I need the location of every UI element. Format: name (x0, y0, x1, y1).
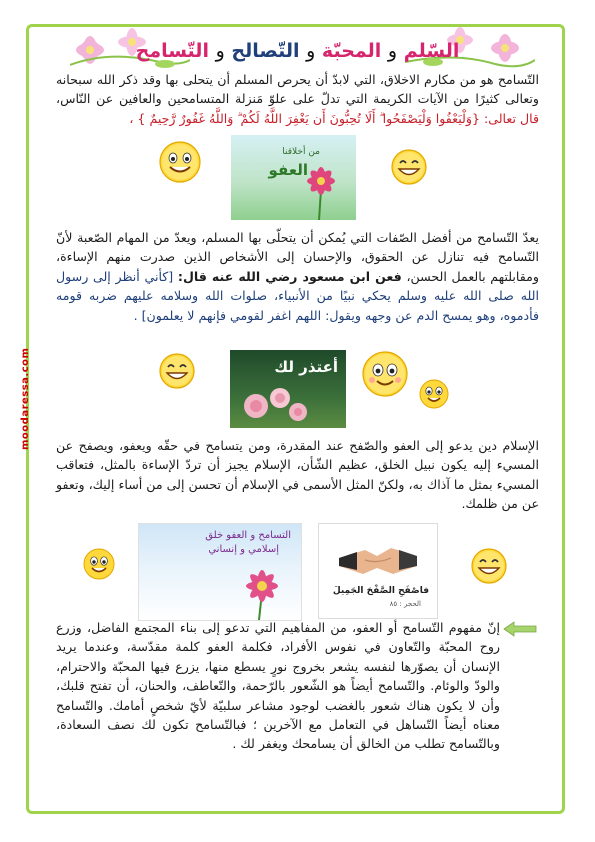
smiley-icon-left-2 (158, 352, 196, 390)
verse-caption: فاصْفَحِ الصَّفْحَ الجَمِيلَ (332, 586, 429, 596)
apology-roses-image (230, 350, 346, 428)
arrow-left-icon (502, 620, 538, 638)
verse-reference: الحجر : ٨٥ (389, 600, 421, 608)
handshake-icon (337, 530, 419, 582)
paragraph-tolerance: يعدّ التّسامح من أفضل الصّفات التي يُمكن أن يتحلّى بها المسلم، ويعدّ من المهام الصّعبة لأنّ التّسامح فيه تنازل عن الحقوق، والإحسان إلى الأشخاص الذين صدرت منهم الإساءة، ومقابلتهم بالعمل الحسن، فعن ابن مسعود رضي الله عنه قال: [كأني أنظر إلى رسول الله صلى الله عليه وسلم يحكي نبيًا من الأنبياء، صلوات الله وسلامه عليهم ضربه قومه فأدموه، وهو يمسح الدم عن وجهه ويقول: اللهم اغفر لقومي فإنهم لا يعلمون] . (56, 230, 539, 323)
title-peace: السّلم (403, 40, 460, 62)
smiley-icon-right-2 (361, 350, 409, 398)
smiley-icon-small (418, 378, 450, 410)
tolerance-flower-image (138, 523, 302, 621)
quran-verse: قال تعالى: {وَلْيَعْفُوا وَلْيَصْفَحُوا ۗ أَلَا تُحِبُّونَ أَن يَغْفِرَ اللَّهُ لَكُمْ ۗ وَاللَّهُ غَفُورٌ رَّحِيمٌ } ، (129, 110, 539, 126)
title-tolerance: التّسامح (135, 40, 209, 62)
pink-daisy-icon (227, 564, 297, 620)
smiley-icon-right (390, 148, 428, 186)
hadith-intro: فعن ابن مسعود رضي الله عنه قال: (177, 268, 402, 284)
hadith-text: [كأني أنظر إلى رسول الله صلى الله عليه وسلم يحكي نبيًا من الأنبياء، صلوات الله وسلامه عليهم ضربه قومه فأدموه، وهو يمسح الدم عن وجهه ويقول: اللهم اغفر لقومي فإنهم لا يعلمون] . (56, 268, 539, 323)
title-reconciliation: التّصالح (231, 40, 300, 62)
pink-flower-icon (291, 165, 351, 220)
title-love: المحبّة (321, 40, 382, 62)
paragraph-concept: إنّ مفهوم التّسامح أو العفو، من المفاهيم التي تدعو إلى بناء المجتمع الفاضل، وزرع روح المحبّة والتّعاون في نفوس الأفراد، فكلمة العفو كلمة مقدّسة، وعندما يريد الإنسان أن يصوّرها لنفسه يشعر بخروج نورٍ يسطع منها، يزرع فيها المحبّة والاحترام، والودّ والوئام. والتّسامح أيضاً هو الشّعور بالرّحمة، والتّعاطف، والحنان، أن تفتح قلبك، وأن لا يكون هناك شعور بالغضب لوجود مشاعر سلبيّة لأيّ شخصٍ أمامك. والتّسامح معناه أيضاً التّساهل في التعامل مع الآخرين ؛ فبالتّسامح تكون لك نصف السعادة، وبالتّسامح تطلب من الخالق أن يسامحك ويغفر لك . (56, 620, 500, 752)
image3-line1: التسامح و العفو خلق (205, 530, 291, 541)
smiley-icon-left-3 (82, 547, 116, 581)
smiley-icon-right-3 (470, 547, 508, 585)
image3-line2: إسلامي و إنساني (208, 544, 279, 555)
image-caption-top: من أخلاقنا (282, 147, 320, 157)
roses-icon (236, 376, 316, 426)
image-caption-apology: أعتذر لك (274, 358, 338, 376)
handshake-image (318, 523, 438, 619)
page-title: السّلم و المحبّة و التّصالح و التّسامح (135, 40, 460, 62)
paragraph-intro: التّسامح هو من مكارم الاخلاق، التي لابدّ أن يحرص المسلم أن يتحلى بها وقد ذكر الله سبحانه وتعالى كثيرًا من الآيات الكريمة التي تدلّ على علوّ مَنزلة المتسامحين والعافين عن النّاس، قال تعالى: {وَلْيَعْفُوا وَلْيَصْفَحُوا ۗ أَلَا تُحِبُّونَ أَن يَغْفِرَ اللَّهُ لَكُمْ ۗ وَاللَّهُ غَفُورٌ رَّحِيمٌ } ، (56, 72, 539, 126)
image-caption-main: العفو (268, 161, 308, 179)
smiley-icon-left (158, 140, 202, 184)
forgiveness-flower-image (231, 135, 356, 220)
paragraph-islam: الإسلام دين يدعو إلى العفو والصّفح عند المقدرة، ومن يتسامح في حقّه ويعفو، ويصفح عن المسيء إليه يكون نبيل الخلق، عظيم الشّأن، الإسلام يجيز أن تردّ الإساءة بالمثل، فتعاقب المسيء بمثل ما آذاك به، ولكنّ المثل الأسمى في الإسلام أن تحسن إلى من أساء إليك، وتعفو عن من ظلمك. (56, 438, 539, 512)
website-watermark: moodaressa.com (20, 347, 31, 450)
